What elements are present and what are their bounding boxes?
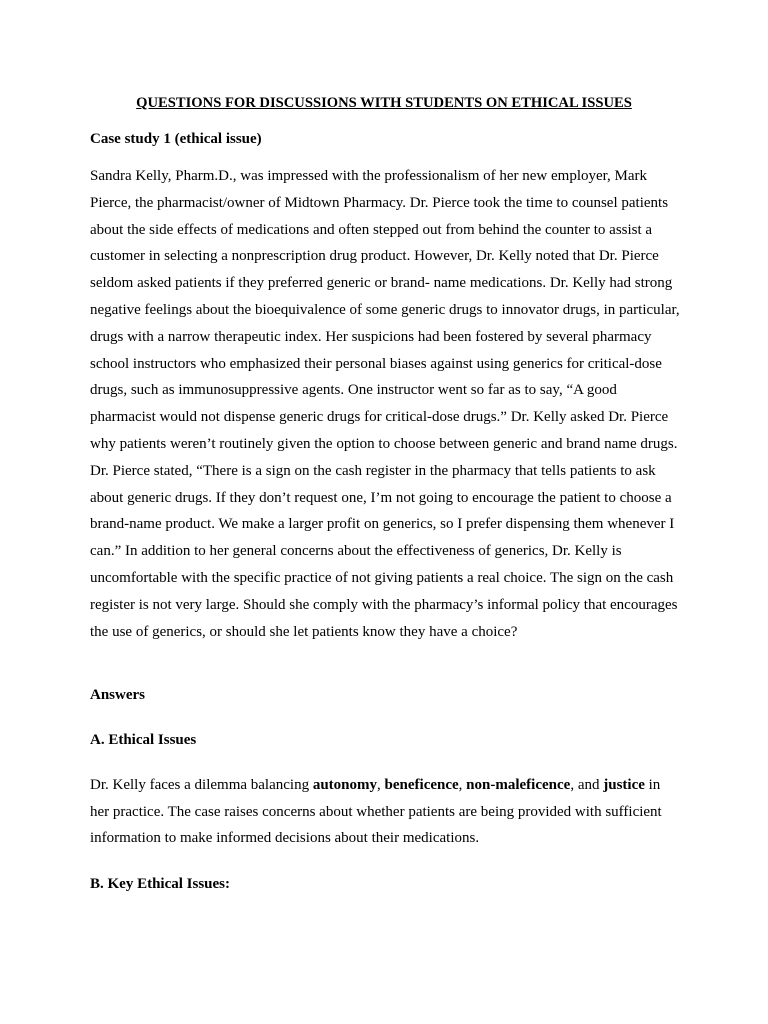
section-b-heading: B. Key Ethical Issues: <box>90 876 231 892</box>
separator: , <box>377 777 385 793</box>
section-a-intro: Dr. Kelly faces a dilemma balancing <box>90 777 313 793</box>
term-beneficence: beneficence <box>384 777 459 793</box>
separator: , and <box>570 777 604 793</box>
separator: , <box>458 777 467 793</box>
term-non-maleficence: non-maleficence <box>466 777 571 793</box>
section-a-body <box>90 772 680 852</box>
answers-heading: Answers <box>90 687 145 703</box>
term-autonomy: autonomy <box>312 777 378 793</box>
section-a-heading: A. Ethical Issues <box>90 732 197 748</box>
document-title: QUESTIONS FOR DISCUSSIONS WITH STUDENTS ON ETHICAL ISSUES <box>136 95 632 111</box>
case-study-body: Sandra Kelly, Pharm.D., was impressed with the professionalism of her new employer, Mark Pierce, the pharmacist/owner of Midtown Pharmacy. Dr. Pierce took the time to counsel patients about the side effects of medications and often stepped out from behind the counter to assist a customer in selecting a nonprescription drug product. However, Dr. Kelly noted that Dr. Pierce seldom asked patients if they preferred generic or brand- name medications. Dr. Kelly had strong negative feelings about the bioequivalence of some generic drugs to innovator drugs, in particular, drugs with a narrow therapeutic index. Her suspicions had been fostered by several pharmacy school instructors who emphasized their personal biases against using generics for critical-dose drugs, such as immunosuppressive agents. One instructor went so far as to say, “A good pharmacist would not dispense generic drugs for critical-dose drugs.” Dr. Kelly asked Dr. Pierce why patients weren’t routinely given the option to choose between generic and brand name drugs. Dr. Pierce stated, “There is a sign on the cash register in the pharmacy that tells patients to ask about generic drugs. If they don’t request one, I’m not going to encourage the patient to choose a brand-name product. We make a larger profit on generics, so I prefer dispensing them whenever I can.” In addition to her general concerns about the effectiveness of generics, Dr. Kelly is uncomfortable with the specific practice of not giving patients a real choice. The sign on the cash register is not very large. Should she comply with the pharmacy’s informal policy that encourages the use of generics, or should she let patients know they have a choice? <box>90 168 680 640</box>
section-a-rest: in her practice. The case raises concerns about whether patients are being provided with sufficient information to make informed decisions about their medications. <box>90 777 662 846</box>
case-study-heading: Case study 1 (ethical issue) <box>90 131 262 147</box>
term-justice: justice <box>603 777 645 793</box>
